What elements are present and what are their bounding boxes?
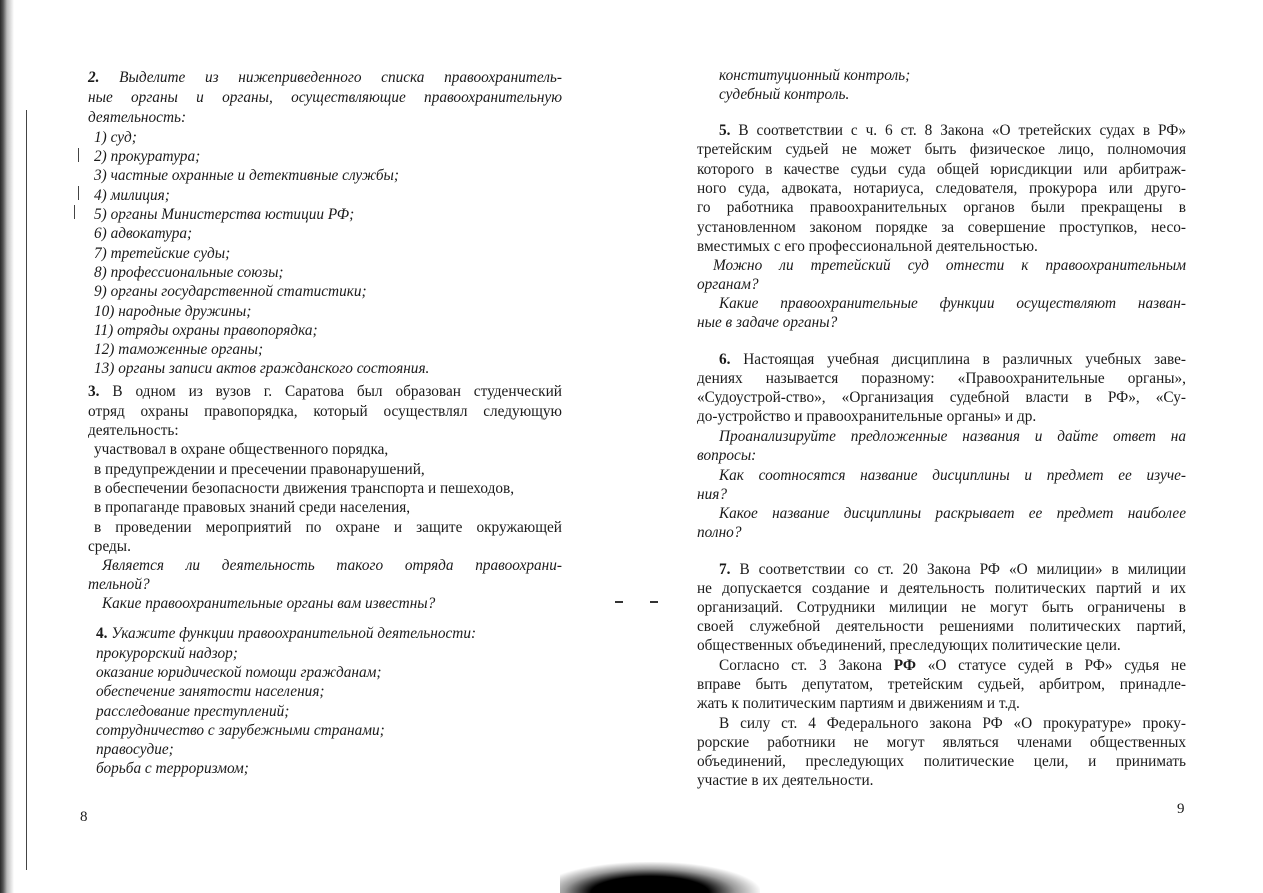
q3-activity-1: участвовал в охране общественного порядка, bbox=[94, 441, 389, 458]
q4-item-7: борьба с терроризмом; bbox=[96, 760, 249, 777]
q3-line-1: 3. В одном из вузов г. Саратова был образован студенческий bbox=[88, 383, 562, 400]
pencil-mark bbox=[74, 205, 75, 219]
q5-line-4: ного суда, адвоката, нотариуса, следователя, прокурора или друго- bbox=[697, 180, 1186, 197]
q2-item-7: 7) третейские суды; bbox=[94, 245, 231, 262]
q6-line-1: 6. Настоящая учебная дисциплина в различных учебных заве- bbox=[719, 351, 1187, 368]
q6-line-4: до-устройство и правоохранительные органы» и др. bbox=[697, 408, 1037, 425]
q3-number: 3. bbox=[88, 383, 100, 400]
page-number-left: 8 bbox=[80, 809, 88, 825]
q3-activity-end: среды. bbox=[88, 538, 131, 555]
q6-line-3: «Судоустрой-ство», «Организация судебной власти в РФ», «Су- bbox=[697, 389, 1186, 406]
q5-number: 5. bbox=[719, 122, 731, 139]
q5-line-5: го работника правоохранительных органов были прекращены в bbox=[697, 199, 1186, 216]
q4-item-9: судебный контроль. bbox=[719, 86, 850, 103]
q6-question-2-end: ния? bbox=[697, 486, 727, 503]
q7-para3-line-1: В силу ст. 4 Федерального закона РФ «О прокуратуре» проку- bbox=[719, 715, 1186, 732]
q4-number: 4. bbox=[96, 625, 108, 642]
q2-number: 2. bbox=[88, 69, 100, 86]
q5-line-1: 5. В соответствии с ч. 6 ст. 8 Закона «О третейских судах в РФ» bbox=[719, 122, 1186, 139]
q7-para2-line-3: жать к политическим партиям и движениям и т.д. bbox=[697, 695, 1020, 712]
q3-question-2: Какие правоохранительные органы вам известны? bbox=[102, 595, 436, 612]
q7-para3-line-2: рорские работники не могут являться членами общественных bbox=[697, 734, 1186, 751]
q2-item-2: 2) прокуратура; bbox=[94, 148, 201, 165]
q2-item-6: 6) адвокатура; bbox=[94, 225, 193, 242]
q5-question-1: Можно ли третейский суд отнести к правоохранительным bbox=[713, 257, 1186, 274]
q6-question-1: Проанализируйте предложенные названия и дайте ответ на bbox=[719, 428, 1186, 445]
q7-line-3: организаций. Сотрудники милиции не могут быть ограничены в bbox=[697, 599, 1186, 616]
q5-line-7: вместимых с его профессиональной деятельностью. bbox=[697, 238, 1038, 255]
q2-item-9: 9) органы государственной статистики; bbox=[94, 283, 367, 300]
q5-line-3: которого в качестве судьи суда общей юрисдикции или арбитраж- bbox=[697, 161, 1186, 178]
q3-line-3: деятельность: bbox=[88, 422, 179, 439]
q6-question-2: Как соотносятся название дисциплины и предмет ее изуче- bbox=[719, 467, 1186, 484]
binding-edge-shadow bbox=[0, 0, 14, 893]
q2-item-10: 10) народные дружины; bbox=[94, 303, 252, 320]
q4-item-2: оказание юридической помощи гражданам; bbox=[96, 664, 382, 681]
spine-shadow bbox=[560, 862, 760, 893]
q2-item-12: 12) таможенные органы; bbox=[94, 341, 264, 358]
q6-number: 6. bbox=[719, 351, 731, 368]
pencil-mark bbox=[78, 186, 79, 200]
q2-heading-line-1: 2. Выделите из нижеприведенного списка правоохранитель- bbox=[88, 69, 562, 86]
q5-line-6: установленном законом порядке за совершение проступков, несо- bbox=[697, 219, 1186, 236]
q4-item-3: обеспечение занятости населения; bbox=[96, 683, 325, 700]
pencil-mark bbox=[78, 148, 79, 162]
q2-heading-line-2: ные органы и органы, осуществляющие правоохранительную bbox=[88, 89, 562, 106]
q6-question-3-end: полно? bbox=[697, 524, 742, 541]
q5-question-2: Какие правоохранительные функции осуществляют назван- bbox=[719, 295, 1186, 312]
q6-line-2: дениях называется поразному: «Правоохранительные органы», bbox=[697, 370, 1186, 387]
page-number-right: 9 bbox=[1177, 801, 1185, 817]
q4-item-4: расследование преступлений; bbox=[96, 703, 290, 720]
q7-para2-line-2: вправе быть депутатом, третейским судьей, арбитром, принадле- bbox=[697, 676, 1186, 693]
q4-item-6: правосудие; bbox=[96, 741, 174, 758]
q3-activity-4: в пропаганде правовых знаний среди населения, bbox=[94, 499, 411, 516]
q7-number: 7. bbox=[719, 561, 731, 578]
q2-item-5: 5) органы Министерства юстиции РФ; bbox=[94, 206, 355, 223]
q2-item-8: 8) профессиональные союзы; bbox=[94, 264, 284, 281]
q2-item-11: 11) отряды охраны правопорядка; bbox=[94, 322, 318, 339]
q5-question-2-end: ные в задаче органы? bbox=[697, 314, 838, 331]
q5-question-1-end: органам? bbox=[697, 276, 759, 293]
q7-line-5: общественных объединений, преследующих политические цели. bbox=[697, 637, 1121, 654]
scan-artifact bbox=[615, 601, 623, 603]
q7-para3-line-3: объединений, преследующих политические цели, и принимать bbox=[697, 753, 1186, 770]
q6-question-3: Какое название дисциплины раскрывает ее предмет наиболее bbox=[719, 505, 1186, 522]
q6-question-1-end: вопросы: bbox=[697, 447, 757, 464]
q3-activity-2: в предупреждении и пресечении правонарушений, bbox=[94, 461, 425, 478]
q2-item-4: 4) милиция; bbox=[94, 187, 170, 204]
q2-item-3: 3) частные охранные и детективные службы; bbox=[94, 167, 400, 184]
q2-item-1: 1) суд; bbox=[94, 129, 137, 146]
q3-question-1-end: тельной? bbox=[88, 576, 150, 593]
q4-heading: 4. Укажите функции правоохранительной деятельности: bbox=[96, 625, 477, 642]
q7-para2-line-1: Согласно ст. 3 Закона РФ «О статусе судей в РФ» судья не bbox=[719, 657, 1186, 674]
q3-question-1: Является ли деятельность такого отряда правоохрани- bbox=[102, 557, 562, 574]
q7-para3-line-4: участие в их деятельности. bbox=[697, 772, 874, 789]
q4-item-5: сотрудничество с зарубежными странами; bbox=[96, 722, 385, 739]
q4-item-1: прокурорский надзор; bbox=[96, 645, 238, 662]
q7-line-4: своей служебной деятельности решениями политических партий, bbox=[697, 618, 1186, 635]
q7-line-1: 7. В соответствии со ст. 20 Закона РФ «О милиции» в милиции bbox=[719, 561, 1186, 578]
q4-item-8: конституционный контроль; bbox=[719, 67, 911, 84]
q2-heading-line-3: деятельность: bbox=[88, 109, 187, 126]
q7-line-2: не допускается создание и деятельность политических партий и их bbox=[697, 580, 1186, 597]
q2-item-13: 13) органы записи актов гражданского состояния. bbox=[94, 360, 430, 377]
q5-line-2: третейским судьей не может быть физическое лицо, полномочия bbox=[697, 141, 1186, 158]
q3-activity-5: в проведении мероприятий по охране и защите окружающей bbox=[94, 519, 562, 536]
page-edge-line bbox=[26, 110, 27, 870]
scan-artifact bbox=[650, 601, 658, 603]
q3-activity-3: в обеспечении безопасности движения транспорта и пешеходов, bbox=[94, 480, 515, 497]
q3-line-2: отряд охраны правопорядка, который осуществлял следующую bbox=[88, 403, 562, 420]
